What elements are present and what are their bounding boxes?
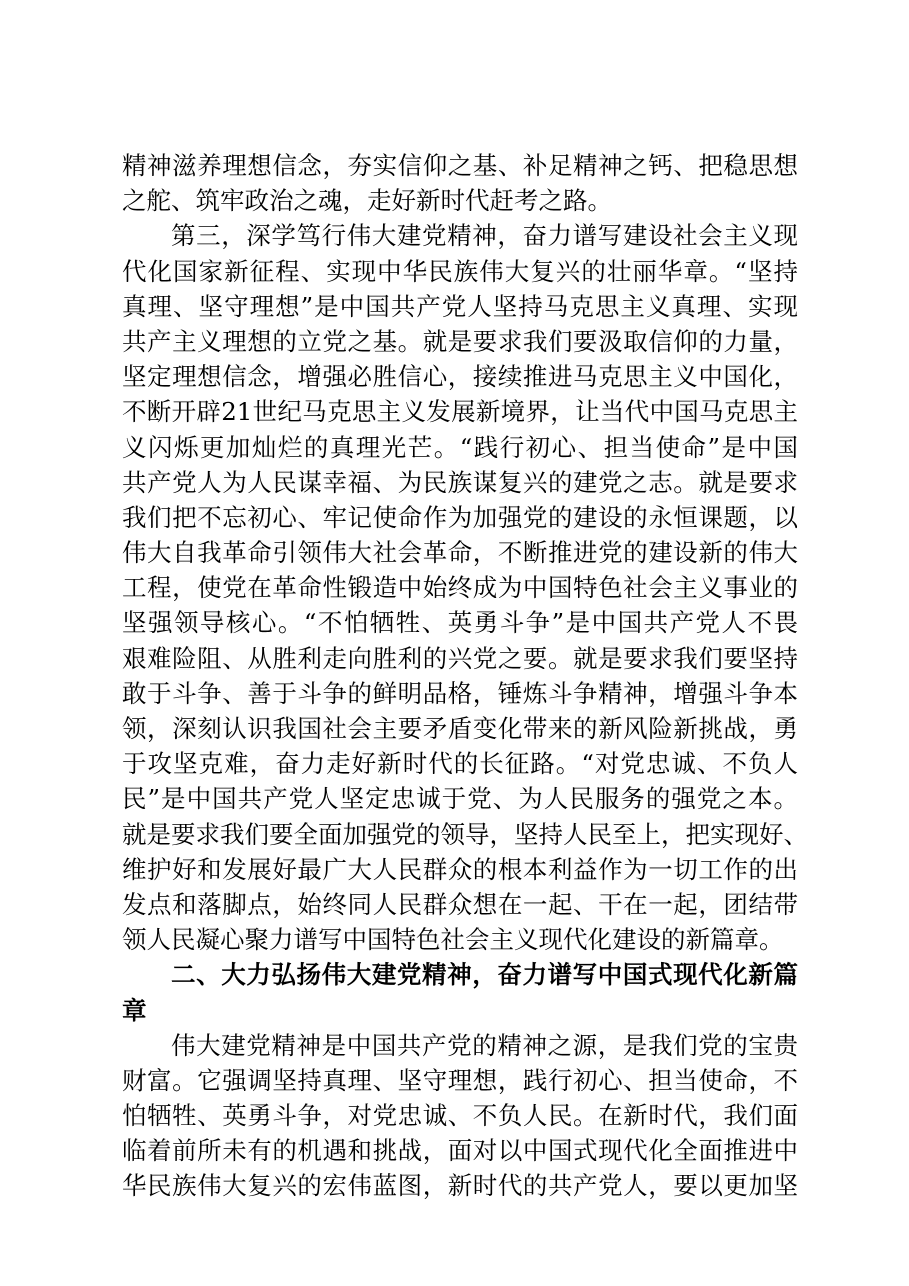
text-line: 就是要求我们要全面加强党的领导，坚持人民至上，把实现好、 (122, 819, 808, 849)
text-line: 民”是中国共产党人坚定忠诚于党、为人民服务的强党之本。 (122, 784, 798, 814)
text-line: 于攻坚克难，奋力走好新时代的长征路。“对党忠诚、不负人 (122, 749, 798, 779)
section-heading (122, 957, 798, 1027)
text-line: 代化国家新征程、实现中华民族伟大复兴的壮丽华章。“坚持 (122, 256, 798, 286)
text-line: 华民族伟大复兴的宏伟蓝图，新时代的共产党人，要以更加坚 (122, 1171, 798, 1201)
text-line: 真理、坚守理想”是中国共产党人坚持马克思主义真理、实现 (122, 291, 798, 321)
text-line: 我们把不忘初心、牢记使命作为加强党的建设的永恒课题，以 (122, 502, 798, 532)
text-line: 发点和落脚点，始终同人民群众想在一起、干在一起，团结带 (122, 889, 798, 919)
text-line: 之舵、筑牢政治之魂，走好新时代赶考之路。 (122, 186, 612, 216)
text-line: 领，深刻认识我国社会主要矛盾变化带来的新风险新挑战，勇 (122, 714, 798, 743)
text-line: 精神滋养理想信念，夯实信仰之基、补足精神之钙、把稳思想 (122, 151, 798, 180)
paragraph (122, 148, 798, 218)
paragraph (122, 218, 808, 957)
text-line: 怕牺牲、英勇斗争，对党忠诚、不负人民。在新时代，我们面 (122, 1101, 798, 1131)
text-line: 财富。它强调坚持真理、坚守理想，践行初心、担当使命，不 (122, 1065, 798, 1095)
text-line: 伟大自我革命引领伟大社会革命，不断推进党的建设新的伟大 (122, 538, 798, 568)
heading-line: 二、大力弘扬伟大建党精神，奋力谱写中国式现代化新篇 (171, 960, 798, 990)
text-line: 共产主义理想的立党之基。就是要求我们要汲取信仰的力量， (122, 326, 798, 356)
text-line: 义闪烁更加灿烂的真理光芒。“践行初心、担当使命”是中国 (122, 432, 798, 462)
heading-line: 章 (122, 995, 147, 1025)
text-line: 不断开辟21世纪马克思主义发展新境界，让当代中国马克思主 (122, 397, 798, 427)
text-line: 工程，使党在革命性锻造中始终成为中国特色社会主义事业的 (122, 573, 798, 603)
text-line: 共产党人为人民谋幸福、为民族谋复兴的建党之志。就是要求 (122, 467, 798, 497)
text-line: 艰难险阻、从胜利走向胜利的兴党之要。就是要求我们要坚持 (122, 643, 798, 673)
document-body (122, 148, 808, 1204)
text-line: 坚定理想信念，增强必胜信心，接续推进马克思主义中国化， (122, 362, 798, 392)
text-line: 维护好和发展好最广大人民群众的根本利益作为一切工作的出 (122, 854, 798, 884)
paragraph (122, 1028, 798, 1204)
text-line: 伟大建党精神是中国共产党的精神之源，是我们党的宝贵 (171, 1030, 798, 1060)
text-line: 临着前所未有的机遇和挑战，面对以中国式现代化全面推进中 (122, 1136, 798, 1166)
text-line: 领人民凝心聚力谱写中国特色社会主义现代化建设的新篇章。 (122, 925, 784, 955)
text-line: 坚强领导核心。“不怕牺牲、英勇斗争”是中国共产党人不畏 (122, 608, 798, 638)
text-line: 第三，深学笃行伟大建党精神，奋力谱写建设社会主义现 (171, 221, 798, 251)
text-line: 敢于斗争、善于斗争的鲜明品格，锤炼斗争精神，增强斗争本 (122, 678, 798, 708)
